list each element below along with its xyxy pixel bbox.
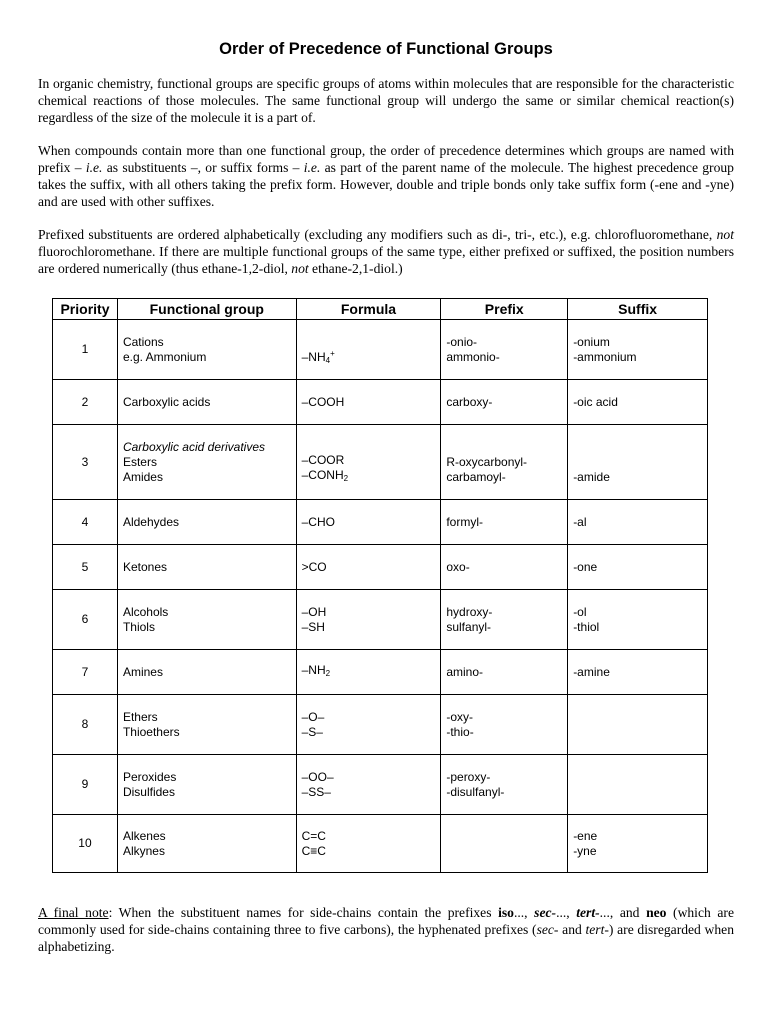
suffix-cell: -oic acid bbox=[568, 380, 708, 425]
final-note-text: : When the substituent names for side-chains contain the prefixes bbox=[108, 904, 499, 920]
table-header-row bbox=[53, 299, 708, 320]
priority-cell: 4 bbox=[53, 500, 118, 545]
final-note-text: ..., bbox=[513, 904, 535, 920]
formula-line: –SS– bbox=[301, 784, 331, 799]
group-line: e.g. Ammonium bbox=[122, 349, 207, 364]
prefix-sec-italic: sec- bbox=[536, 921, 559, 937]
suffix-cell: -al bbox=[568, 500, 708, 545]
priority-cell: 10 bbox=[53, 815, 118, 873]
priority-cell: 7 bbox=[53, 650, 118, 695]
final-note-text: (which are commonly used for side-chains containing three to five carbons), the hyphenated prefixes ( bbox=[38, 904, 734, 937]
para3-not-1: not bbox=[716, 227, 734, 242]
table-row bbox=[53, 500, 708, 545]
formula-cell bbox=[296, 755, 441, 815]
table-row bbox=[53, 320, 708, 380]
suffix-cell bbox=[568, 590, 708, 650]
final-note-paragraph bbox=[38, 904, 734, 955]
table-row bbox=[53, 590, 708, 650]
formula-line: –SH bbox=[301, 619, 325, 634]
prefix-cell bbox=[441, 755, 568, 815]
prefix-cell bbox=[441, 425, 568, 500]
prefix-cell bbox=[441, 590, 568, 650]
formula-line: C=C bbox=[301, 828, 326, 843]
formula-line bbox=[302, 468, 436, 486]
suffix-line: -ene bbox=[573, 828, 598, 843]
prefix-cell bbox=[441, 695, 568, 755]
priority-cell: 2 bbox=[53, 380, 118, 425]
table-row bbox=[53, 815, 708, 873]
table-row bbox=[53, 650, 708, 695]
priority-cell: 9 bbox=[53, 755, 118, 815]
table-row bbox=[53, 755, 708, 815]
suffix-cell bbox=[568, 695, 708, 755]
formula-subscript: 2 bbox=[343, 474, 349, 483]
suffix-cell bbox=[568, 755, 708, 815]
group-line: Disulfides bbox=[122, 784, 175, 799]
prefix-line: hydroxy- bbox=[446, 604, 493, 619]
group-cell bbox=[117, 320, 296, 380]
prefix-iso: iso bbox=[498, 904, 514, 920]
prefix-cell: carboxy- bbox=[441, 380, 568, 425]
suffix-cell bbox=[568, 320, 708, 380]
formula-cell: –CHO bbox=[296, 500, 441, 545]
priority-cell: 1 bbox=[53, 320, 118, 380]
group-line: Amides bbox=[122, 469, 163, 484]
formula-line: –COOR bbox=[301, 453, 345, 467]
formula-subscript: 4 bbox=[325, 356, 331, 365]
priority-cell: 6 bbox=[53, 590, 118, 650]
suffix-line: -yne bbox=[573, 843, 597, 858]
formula-text: –NH bbox=[301, 350, 326, 364]
group-cell bbox=[117, 695, 296, 755]
para3-text-a: Prefixed substituents are ordered alphabetically (excluding any modifiers such as di-, tri-, etc.), e.g. chlorofluoromethane, bbox=[38, 227, 717, 242]
group-line: Alkynes bbox=[122, 843, 165, 858]
group-line: Thiols bbox=[122, 619, 155, 634]
formula-line: –OO– bbox=[301, 769, 334, 784]
table-row bbox=[53, 545, 708, 590]
prefix-line: R-oxycarbonyl- bbox=[446, 454, 528, 469]
prefix-neo: neo bbox=[646, 904, 667, 920]
group-heading: Carboxylic acid derivatives bbox=[122, 439, 266, 454]
formula-cell bbox=[296, 650, 441, 695]
formula-cell bbox=[296, 320, 441, 380]
precedence-paragraph bbox=[38, 142, 734, 210]
group-cell bbox=[117, 425, 296, 500]
prefix-cell: formyl- bbox=[441, 500, 568, 545]
suffix-cell bbox=[568, 425, 708, 500]
prefix-line: -oxy- bbox=[446, 709, 474, 724]
formula-cell: >CO bbox=[296, 545, 441, 590]
para2-ie-1: i.e. bbox=[85, 160, 103, 175]
group-line: Thioethers bbox=[122, 724, 180, 739]
suffix-cell bbox=[568, 815, 708, 873]
para2-text-c: as part of the parent name of the molecule. The highest precedence group takes the suffix, with all others taking the prefix form. However, double and triple bonds only take suffix form (-ene and -yne) and are used with other suffixes. bbox=[38, 160, 734, 209]
formula-cell bbox=[296, 815, 441, 873]
table-row bbox=[53, 380, 708, 425]
formula-text: –NH bbox=[301, 663, 326, 677]
formula-text: –CONH bbox=[301, 468, 344, 482]
prefix-sec: sec- bbox=[534, 904, 557, 920]
prefix-tert: tert- bbox=[576, 904, 600, 920]
header-prefix: Prefix bbox=[441, 299, 568, 320]
formula-cell bbox=[296, 590, 441, 650]
table-row bbox=[53, 695, 708, 755]
intro-paragraph: In organic chemistry, functional groups are specific groups of atoms within molecules that are responsible for the characteristic chemical reactions of those molecules. The same functional group will undergo the same or similar chemical reaction(s) regardless of the size of the molecule it is a part of. bbox=[38, 76, 734, 125]
prefix-line: carbamoyl- bbox=[446, 469, 506, 484]
group-line: Alcohols bbox=[122, 604, 169, 619]
group-cell: Carboxylic acids bbox=[117, 380, 296, 425]
formula-cell bbox=[296, 425, 441, 500]
formula-line: –O– bbox=[301, 709, 325, 724]
suffix-line: -onium bbox=[573, 334, 610, 349]
prefix-tert-italic: tert- bbox=[585, 921, 609, 937]
document-page bbox=[38, 0, 734, 954]
formula-line bbox=[302, 346, 436, 368]
prefix-cell: amino- bbox=[441, 650, 568, 695]
para3-text-b: fluorochloromethane. If there are multiple functional groups of the same type, either prefixed or suffixed, the position numbers are ordered numerically (thus ethane-1,2-diol, bbox=[38, 244, 734, 276]
priority-cell: 3 bbox=[53, 425, 118, 500]
para2-ie-2: i.e. bbox=[303, 160, 321, 175]
suffix-line: -ol bbox=[573, 604, 587, 619]
prefix-line: -thio- bbox=[446, 724, 474, 739]
formula-cell: –COOH bbox=[296, 380, 441, 425]
formula-superscript: + bbox=[330, 349, 335, 358]
group-cell: Aldehydes bbox=[117, 500, 296, 545]
suffix-cell: -amine bbox=[568, 650, 708, 695]
prefix-cell: oxo- bbox=[441, 545, 568, 590]
prefix-line: ammonio- bbox=[446, 349, 500, 364]
final-note-text: ..., bbox=[556, 904, 577, 920]
prefix-cell bbox=[441, 320, 568, 380]
para3-not-2: not bbox=[291, 261, 309, 276]
para2-text-a: When compounds contain more than one functional group, the order of precedence determines which groups are named with prefix – bbox=[38, 143, 734, 175]
formula-line: C≡C bbox=[301, 843, 326, 858]
prefix-line: -disulfanyl- bbox=[446, 784, 505, 799]
group-line: Cations bbox=[122, 334, 164, 349]
header-functional-group: Functional group bbox=[117, 299, 296, 320]
group-line: Peroxides bbox=[122, 769, 177, 784]
group-line: Alkenes bbox=[122, 828, 166, 843]
final-note-label: A final note bbox=[38, 904, 109, 920]
header-suffix: Suffix bbox=[568, 299, 708, 320]
page-title: Order of Precedence of Functional Groups bbox=[219, 40, 553, 58]
header-formula: Formula bbox=[296, 299, 441, 320]
para3-text-c: ethane-2,1-diol.) bbox=[308, 261, 403, 276]
prefix-cell bbox=[441, 815, 568, 873]
ordering-paragraph bbox=[38, 226, 734, 277]
group-line: Esters bbox=[122, 454, 157, 469]
priority-cell: 8 bbox=[53, 695, 118, 755]
prefix-line: sulfanyl- bbox=[446, 619, 492, 634]
suffix-line: -amide bbox=[573, 469, 610, 484]
group-cell bbox=[117, 815, 296, 873]
final-note-text: and bbox=[558, 921, 586, 937]
group-cell bbox=[117, 590, 296, 650]
suffix-line: -ammonium bbox=[573, 349, 637, 364]
prefix-line: -onio- bbox=[446, 334, 478, 349]
group-line: Ethers bbox=[122, 709, 158, 724]
group-cell bbox=[117, 755, 296, 815]
para2-text-b: as substituents –, or suffix forms – bbox=[102, 160, 304, 175]
formula-line: –OH bbox=[301, 604, 327, 619]
formula-line: –S– bbox=[301, 724, 323, 739]
suffix-cell: -one bbox=[568, 545, 708, 590]
header-priority: Priority bbox=[53, 299, 118, 320]
suffix-line: -thiol bbox=[573, 619, 600, 634]
prefix-line: -peroxy- bbox=[446, 769, 491, 784]
final-note-text: ..., and bbox=[599, 904, 647, 920]
group-cell: Ketones bbox=[117, 545, 296, 590]
group-cell: Amines bbox=[117, 650, 296, 695]
functional-groups-table bbox=[52, 298, 708, 873]
formula-cell bbox=[296, 695, 441, 755]
table-row bbox=[53, 425, 708, 500]
final-note-text: ) are disregarded when alphabetizing. bbox=[38, 921, 734, 954]
priority-cell: 5 bbox=[53, 545, 118, 590]
formula-subscript: 2 bbox=[325, 669, 331, 678]
